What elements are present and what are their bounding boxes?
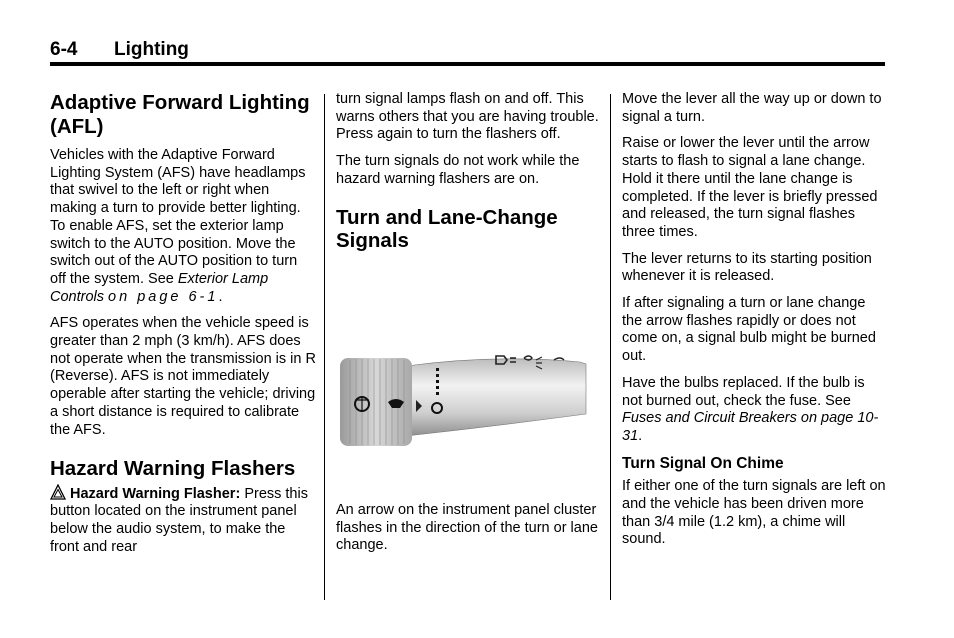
paragraph: Hazard Warning Flasher: Press this button located on the instrument panel below the audio system, to make the front and rear: [50, 485, 308, 555]
heading-afl: Adaptive Forward Lighting (AFL): [50, 91, 310, 138]
column-3: [622, 91, 888, 558]
paragraph: turn signal lamps flash on and off. This warns others that you are having trouble. Press again to turn the flashers off.: [336, 91, 599, 143]
page-header: [50, 39, 885, 61]
paragraph: If after signaling a turn or lane change the arrow flashes rapidly or does not come on, a signal bulb might be burned out.: [622, 295, 876, 365]
turn-signal-lever-illustration: [336, 340, 588, 452]
paragraph: An arrow on the instrument panel cluster flashes in the direction of the turn or lane change.: [336, 502, 598, 554]
page-reference[interactable]: on page 6-1: [108, 288, 219, 305]
hazard-triangle-icon: [50, 484, 66, 500]
column-divider: [610, 94, 611, 600]
hazard-label: Hazard Warning Flasher:: [70, 485, 241, 502]
heading-turn-signal-chime: Turn Signal On Chime: [622, 454, 784, 472]
cross-reference-link[interactable]: Exterior Lamp Controls: [50, 270, 269, 305]
heading-hazard: Hazard Warning Flashers: [50, 457, 296, 481]
heading-turn-signals: Turn and Lane-Change Signals: [336, 205, 558, 253]
paragraph: The turn signals do not work while the hazard warning flashers are on.: [336, 153, 580, 187]
column-2: [336, 91, 600, 262]
paragraph: Raise or lower the lever until the arrow starts to flash to signal a lane change. Hold it there until the lane change is completed. If the lever is briefly pressed and released, the turn signal flashes three times.: [622, 135, 878, 240]
column-2-bottom: [336, 502, 600, 564]
page-number: 6-4: [50, 39, 78, 60]
paragraph: AFS operates when the vehicle speed is greater than 2 mph (3 km/h). AFS does not operate when the transmission is in R (Reverse). AFS is not immediately operable after starting the vehicle; driving a short distance is required to calibrate the AFS.: [50, 315, 316, 438]
column-1: [50, 91, 316, 557]
paragraph: Vehicles with the Adaptive Forward Lighting System (AFS) have headlamps that swivel to the left or right when making a turn to provide better lighting. To enable AFS, set the exterior lamp switch to the AUTO position. Move the switch out of the AUTO position to turn off the system. See Exterior Lamp Controls on page 6-1.: [50, 147, 306, 305]
column-divider: [324, 94, 325, 600]
cross-reference-link[interactable]: Fuses and Circuit Breakers on page 10-31: [622, 410, 879, 444]
paragraph: Move the lever all the way up or down to signal a turn.: [622, 91, 882, 125]
section-title: Lighting: [114, 39, 189, 60]
paragraph: If either one of the turn signals are left on and the vehicle has been driven more than 3/4 mile (1.2 km), a chime will sound.: [622, 478, 886, 548]
header-rule: [50, 62, 885, 66]
paragraph: The lever returns to its starting position whenever it is released.: [622, 250, 872, 285]
paragraph: Have the bulbs replaced. If the bulb is not burned out, check the fuse. See Fuses and Circuit Breakers on page 10-31.: [622, 374, 879, 444]
